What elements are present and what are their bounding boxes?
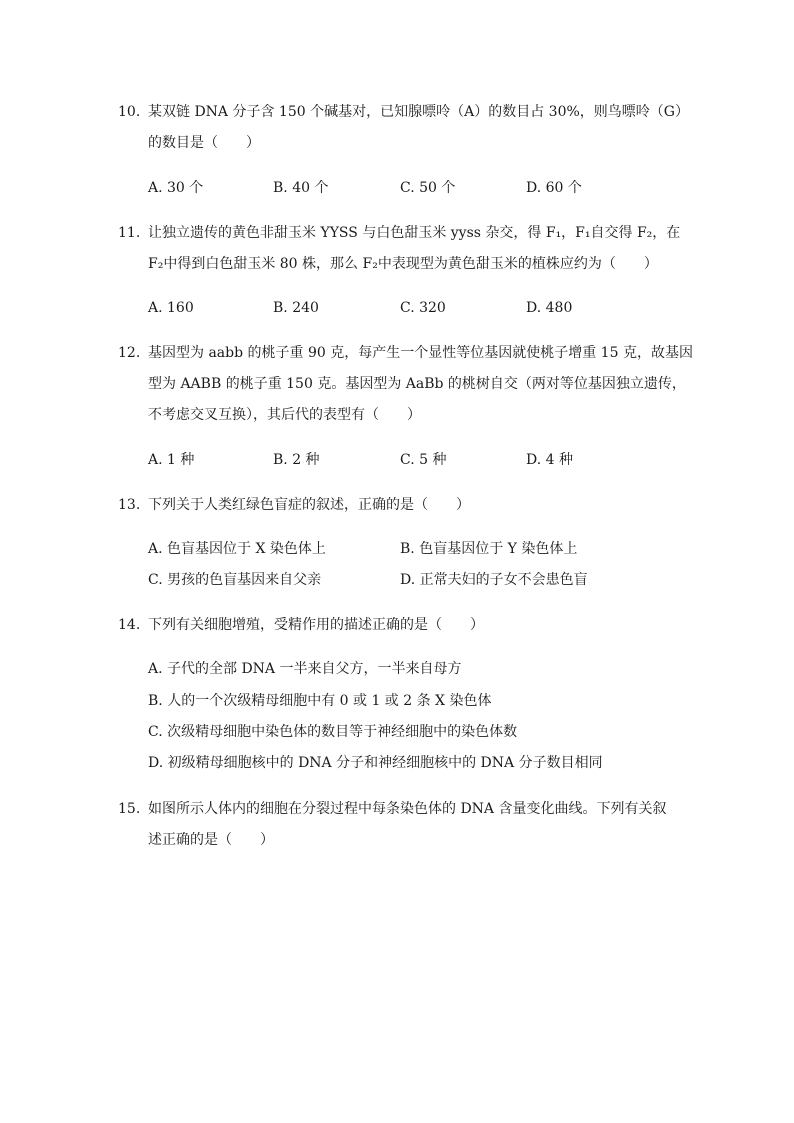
option-b: B. 2 种	[273, 452, 320, 468]
question-13	[118, 494, 678, 516]
question-text: 型为 AABB 的桃子重 150 克。基因型为 AaBb 的桃树自交（两对等位基因独立遗传，	[148, 376, 686, 392]
question-text: 如图所示人体内的细胞在分裂过程中每条染色体的 DNA 含量变化曲线。下列有关叙	[148, 801, 667, 817]
question-10-line-1	[118, 101, 689, 123]
option-a: A. 1 种	[148, 452, 195, 468]
question-text: 让独立遗传的黄色非甜玉米 YYSS 与白色甜玉米 yyss 杂交，得 F₁，F₁自交得 F₂，在	[148, 225, 681, 241]
question-12-line-1	[118, 342, 693, 364]
option-a: A. 160	[148, 300, 194, 316]
question-text: 下列关于人类红绿色盲症的叙述，正确的是（ ）	[148, 497, 470, 513]
question-13-line-1	[118, 494, 678, 516]
question-12-line-3	[118, 404, 678, 426]
question-15-line-2	[118, 829, 678, 851]
option-c: C. 次级精母细胞中染色体的数目等于神经细胞中的染色体数	[148, 724, 518, 740]
question-text: 基因型为 aabb 的桃子重 90 克，每产生一个显性等位基因就使桃子增重 15 克，故基因	[148, 345, 693, 361]
option-b: B. 240	[273, 300, 319, 316]
question-11-line-2	[118, 253, 678, 275]
question-number: 10.	[118, 104, 141, 120]
option-a: A. 色盲基因位于 X 染色体上	[148, 541, 326, 557]
option-b: B. 人的一个次级精母细胞中有 0 或 1 或 2 条 X 染色体	[148, 693, 492, 709]
option-c: C. 5 种	[400, 452, 447, 468]
question-10	[118, 101, 689, 154]
option-d: D. 正常夫妇的子女不会患色盲	[400, 572, 588, 588]
question-number: 14.	[118, 617, 141, 633]
question-text: 下列有关细胞增殖，受精作用的描述正确的是（ ）	[148, 617, 484, 633]
option-b: B. 色盲基因位于 Y 染色体上	[400, 541, 578, 557]
question-14	[118, 614, 678, 636]
question-text: 不考虑交叉互换），其后代的表型有（ ）	[148, 407, 421, 423]
question-10-line-2	[118, 132, 678, 154]
option-c: C. 50 个	[400, 180, 456, 196]
option-d: D. 初级精母细胞核中的 DNA 分子和神经细胞核中的 DNA 分子数目相同	[148, 755, 603, 771]
option-b: B. 40 个	[273, 180, 329, 196]
question-text: 某双链 DNA 分子含 150 个碱基对，已知腺嘌呤（A）的数目占 30%，则鸟嘌呤（G）	[148, 104, 689, 120]
option-a: A. 30 个	[148, 180, 204, 196]
question-number: 15.	[118, 801, 141, 817]
option-d: D. 4 种	[526, 452, 573, 468]
question-15-line-1	[118, 798, 678, 820]
question-11-line-1	[118, 222, 681, 244]
option-a: A. 子代的全部 DNA 一半来自父方，一半来自母方	[148, 661, 462, 677]
question-number: 12.	[118, 345, 141, 361]
question-text: 述正确的是（ ）	[148, 832, 274, 848]
question-12-line-2	[118, 373, 686, 395]
option-c: C. 男孩的色盲基因来自父亲	[148, 572, 322, 588]
option-c: C. 320	[400, 300, 446, 316]
question-11	[118, 222, 681, 275]
option-d: D. 60 个	[526, 180, 582, 196]
question-15	[118, 798, 678, 851]
question-number: 11.	[118, 225, 141, 241]
question-14-line-1	[118, 614, 678, 636]
question-number: 13.	[118, 497, 141, 513]
option-d: D. 480	[526, 300, 573, 316]
question-text: 的数目是（ ）	[148, 135, 260, 151]
question-12	[118, 342, 693, 426]
question-text: F₂中得到白色甜玉米 80 株，那么 F₂中表现型为黄色甜玉米的植株应约为（ ）	[148, 256, 658, 272]
